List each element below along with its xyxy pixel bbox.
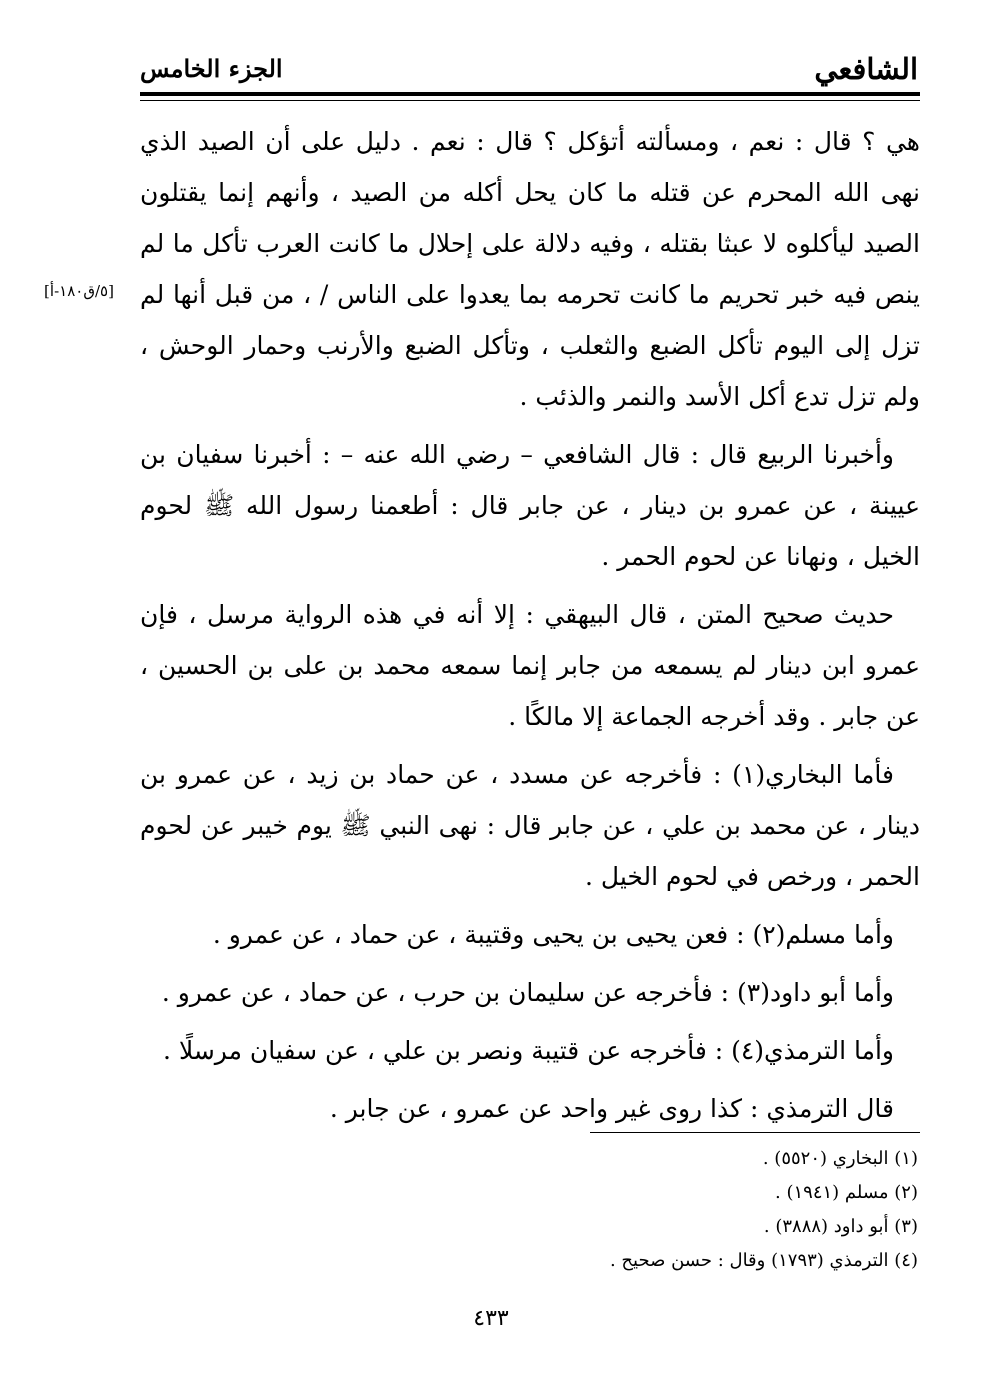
paragraph: وأما مسلم(٢) : فعن يحيى بن يحيى وقتيبة ، عن حماد ، عن عمرو . xyxy=(212,920,894,949)
paragraph: فأما البخاري(١) : فأخرجه عن مسدد ، عن حماد بن زيد ، عن عمرو بن دينار ، عن محمد بن علي ، عن جابر قال : نهى النبي ﷺ يوم خيبر عن لحوم الحمر ، ورخص في لحوم الخيل . xyxy=(140,760,920,891)
running-header xyxy=(140,38,918,94)
footnote: (١) البخاري (٥٥٢٠) . xyxy=(762,1148,918,1169)
paragraph: حديث صحيح المتن ، قال البيهقي : إلا أنه في هذه الرواية مرسل ، فإن عمرو ابن دينار لم يسمعه من جابر إنما سمعه محمد بن على بن الحسين ، عن جابر . وقد أخرجه الجماعة إلا مالكًا . xyxy=(140,600,920,731)
footnotes xyxy=(140,1142,920,1278)
header-rule-thin xyxy=(140,100,920,101)
paragraph: هي ؟ قال : نعم ، ومسألته أتؤكل ؟ قال : نعم . دليل على أن الصيد الذي نهى الله المحرم عن قتله ما كان يحل أكله من الصيد ، وأنهم إنما يقتلون الصيد ليأكلوه لا عبثا بقتله ، وفيه دلالة على إحلال ما كانت العرب تأكل ما لم ينص فيه خبر تحريم ما كانت تحرمه بما يعدوا على الناس / ، من قبل أنها لم تزل إلى اليوم تأكل الضبع والثعلب ، وتأكل الضبع والأرنب وحمار الوحش ، ولم تزل تدع أكل الأسد والنمر والذئب . xyxy=(140,127,920,411)
manuscript-folio-note: [٥/ق١٨٠-أ] xyxy=(44,282,114,300)
paragraph: وأخبرنا الربيع قال : قال الشافعي – رضي الله عنه – : أخبرنا سفيان بن عيينة ، عن عمرو بن دينار ، عن جابر قال : أطعمنا رسول الله ﷺ لحوم الخيل ، ونهانا عن لحوم الحمر . xyxy=(140,440,920,571)
book-title: الشافعي xyxy=(814,52,918,86)
footnote: (٣) أبو داود (٣٨٨٨) . xyxy=(763,1216,918,1237)
paragraph: وأما أبو داود(٣) : فأخرجه عن سليمان بن حرب ، عن حماد ، عن عمرو . xyxy=(161,978,894,1007)
main-text xyxy=(140,116,920,1141)
page-number: ٤٣٣ xyxy=(473,1306,509,1331)
header-rule-thick xyxy=(140,92,920,96)
footnote: (٢) مسلم (١٩٤١) . xyxy=(775,1182,918,1203)
paragraph: وأما الترمذي(٤) : فأخرجه عن قتيبة ونصر بن علي ، عن سفيان مرسلًا . xyxy=(163,1036,894,1065)
footnote: (٤) الترمذي (١٧٩٣) وقال : حسن صحيح . xyxy=(609,1250,918,1271)
footnote-separator xyxy=(590,1132,920,1133)
part-title: الجزء الخامس xyxy=(140,54,283,83)
paragraph: قال الترمذي : كذا روى غير واحد عن عمرو ، عن جابر . xyxy=(329,1094,894,1123)
